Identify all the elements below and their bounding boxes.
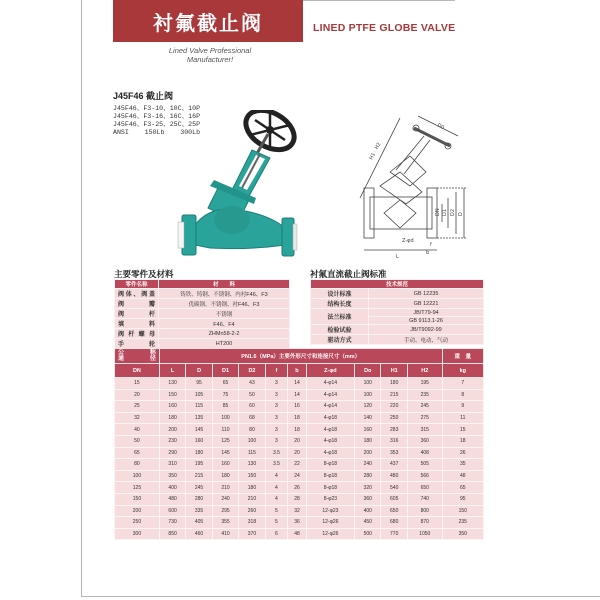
dimensions-title: PN1.6（MPa）主要外形尺寸和连接尺寸（mm）: [159, 349, 442, 364]
table-row: [115, 389, 484, 401]
table-cell: 95: [442, 493, 483, 505]
table-cell: 110: [212, 424, 238, 436]
table-cell: 150: [239, 470, 265, 482]
table-cell: 12-φ26: [306, 517, 354, 529]
standard-value: GB 9113.1-26: [369, 317, 484, 325]
parts-header-material: 材 料: [159, 280, 290, 289]
table-cell: 460: [186, 528, 212, 540]
table-cell: 180: [239, 482, 265, 494]
table-row: [115, 329, 290, 339]
table-cell: 240: [212, 493, 238, 505]
table-cell: 370: [239, 528, 265, 540]
table-cell: 400: [355, 505, 381, 517]
table-cell: 5: [265, 505, 288, 517]
part-material: 不锈钢: [159, 309, 290, 319]
model-line: J45F46、F3-16、16C、16P: [113, 113, 201, 120]
column-header: D2: [239, 364, 265, 378]
table-cell: 4: [265, 470, 288, 482]
table-cell: 145: [186, 424, 212, 436]
table-cell: 140: [355, 412, 381, 424]
table-cell: 160: [186, 435, 212, 447]
part-material: 铸铁、铸钢、不锈钢、内衬F46、F3: [159, 289, 290, 299]
table-cell: 100: [212, 412, 238, 424]
table-cell: 14: [288, 378, 307, 390]
handwheel-icon: [239, 110, 301, 158]
table-cell: 235: [442, 517, 483, 529]
table-cell: 4-φ14: [306, 378, 354, 390]
table-cell: 36: [288, 517, 307, 529]
table-cell: 160: [159, 401, 185, 413]
table-cell: 295: [212, 505, 238, 517]
svg-text:D2: D2: [450, 208, 456, 216]
standards-section-title: 衬氟直流截止阀标准: [310, 270, 387, 280]
model-line: J45F46、F3-10、10C、10P: [113, 105, 201, 112]
table-row: [115, 459, 484, 471]
table-cell: 450: [355, 517, 381, 529]
table-cell: 480: [159, 493, 185, 505]
svg-text:f: f: [430, 242, 432, 248]
table-cell: 180: [355, 435, 381, 447]
table-row: [311, 335, 484, 345]
table-cell: 210: [212, 482, 238, 494]
page-title-cn: 衬氟截止阀: [153, 10, 263, 35]
tagline: [150, 46, 270, 64]
table-cell: 9: [442, 401, 483, 413]
table-row: [115, 378, 484, 390]
table-cell: 26: [442, 447, 483, 459]
table-cell: 115: [186, 401, 212, 413]
column-header: H2: [407, 364, 442, 378]
part-name: 阀杆螺母: [115, 329, 159, 339]
standards-table: [310, 279, 484, 345]
table-cell: 65: [212, 378, 238, 390]
table-row: [115, 401, 484, 413]
table-cell: 32: [288, 505, 307, 517]
column-header: b: [288, 364, 307, 378]
table-cell: 18: [288, 424, 307, 436]
column-header: Z-φd: [306, 364, 354, 378]
table-cell: 150: [442, 505, 483, 517]
model-line: ANSI 150Lb 300Lb: [113, 129, 201, 136]
table-cell: 650: [381, 505, 407, 517]
table-cell: 500: [355, 528, 381, 540]
table-row: [115, 493, 484, 505]
table-cell: 870: [407, 517, 442, 529]
table-cell: 290: [159, 447, 185, 459]
corner-char: 通: [118, 356, 125, 362]
table-cell: 680: [381, 517, 407, 529]
table-cell: 3: [265, 378, 288, 390]
table-cell: 280: [355, 470, 381, 482]
table-cell: 75: [212, 389, 238, 401]
table-cell: 318: [239, 517, 265, 529]
table-cell: 355: [212, 517, 238, 529]
table-cell: 437: [381, 459, 407, 471]
table-row: [115, 299, 290, 309]
table-cell: 60: [239, 401, 265, 413]
table-cell: 240: [355, 459, 381, 471]
table-cell: 80: [239, 424, 265, 436]
table-cell: 100: [115, 470, 160, 482]
table-row: [115, 339, 290, 349]
table-cell: 8-φ23: [306, 493, 354, 505]
table-cell: 230: [159, 435, 185, 447]
table-cell: 11: [442, 412, 483, 424]
standard-name: 设计标准: [311, 289, 369, 299]
corner-char: 径: [149, 356, 156, 362]
dimensions-table: [114, 348, 484, 540]
table-cell: 15: [115, 378, 160, 390]
table-cell: 125: [212, 435, 238, 447]
table-cell: 80: [115, 459, 160, 471]
table-cell: 605: [381, 493, 407, 505]
table-row: [311, 325, 484, 335]
table-cell: 14: [288, 389, 307, 401]
table-cell: 25: [115, 401, 160, 413]
table-row: [311, 299, 484, 309]
table-cell: 68: [239, 412, 265, 424]
svg-text:D: D: [458, 212, 464, 216]
table-cell: 16: [288, 401, 307, 413]
standard-value: 手动、电动、气动: [369, 335, 484, 345]
table-cell: 850: [159, 528, 185, 540]
svg-text:Z-φd: Z-φd: [402, 238, 414, 244]
table-cell: 260: [239, 505, 265, 517]
table-cell: 180: [186, 447, 212, 459]
column-header: L: [159, 364, 185, 378]
part-name: 阀 杆: [115, 309, 159, 319]
table-cell: 215: [186, 470, 212, 482]
table-row: [311, 309, 484, 317]
table-cell: 316: [381, 435, 407, 447]
table-cell: 100: [355, 378, 381, 390]
table-cell: 350: [159, 470, 185, 482]
svg-text:L: L: [396, 254, 399, 260]
table-cell: 250: [115, 517, 160, 529]
table-cell: 600: [159, 505, 185, 517]
table-cell: 320: [355, 482, 381, 494]
part-material: 优碳钢、不锈钢、衬F46、F3: [159, 299, 290, 309]
table-cell: 215: [381, 389, 407, 401]
table-cell: 100: [239, 435, 265, 447]
table-cell: 220: [381, 401, 407, 413]
column-header: kg: [442, 364, 483, 378]
table-cell: 40: [115, 424, 160, 436]
table-row: [115, 470, 484, 482]
table-cell: 48: [288, 528, 307, 540]
table-cell: 12-φ26: [306, 528, 354, 540]
column-header: Do: [355, 364, 381, 378]
table-cell: 740: [407, 493, 442, 505]
table-cell: 4-φ14: [306, 401, 354, 413]
table-cell: 180: [381, 378, 407, 390]
tagline-line1: Lined Valve Professional: [168, 46, 252, 55]
table-cell: 770: [381, 528, 407, 540]
part-material: F46、F4: [159, 319, 290, 329]
table-cell: 135: [186, 412, 212, 424]
table-cell: 180: [212, 470, 238, 482]
table-cell: 145: [212, 447, 238, 459]
table-cell: 6: [265, 528, 288, 540]
table-cell: 5: [265, 517, 288, 529]
table-cell: 48: [442, 470, 483, 482]
table-cell: 50: [115, 435, 160, 447]
table-cell: 120: [355, 401, 381, 413]
table-cell: 200: [159, 424, 185, 436]
table-cell: 1050: [407, 528, 442, 540]
table-cell: 200: [355, 447, 381, 459]
table-cell: 195: [407, 378, 442, 390]
table-cell: 150: [159, 389, 185, 401]
table-row: [115, 505, 484, 517]
dn-corner-header: [115, 349, 160, 364]
svg-text:D1: D1: [442, 208, 448, 216]
table-cell: 26: [288, 482, 307, 494]
table-cell: 360: [355, 493, 381, 505]
table-cell: 730: [159, 517, 185, 529]
table-cell: 4-φ18: [306, 424, 354, 436]
svg-text:D0: D0: [436, 122, 446, 132]
svg-text:DN: DN: [435, 208, 441, 216]
table-cell: 20: [115, 389, 160, 401]
table-row: [115, 435, 484, 447]
table-cell: 245: [186, 482, 212, 494]
table-cell: 4: [265, 482, 288, 494]
table-row: [115, 309, 290, 319]
table-cell: 3.5: [265, 447, 288, 459]
table-cell: 18: [288, 412, 307, 424]
table-cell: 200: [115, 505, 160, 517]
table-cell: 400: [159, 482, 185, 494]
table-cell: 3: [265, 389, 288, 401]
table-cell: 20: [288, 435, 307, 447]
standard-value: JB/T79-94: [369, 309, 484, 317]
table-row: [115, 517, 484, 529]
table-row: [115, 447, 484, 459]
column-header: DN: [115, 364, 160, 378]
title-banner: [113, 0, 303, 42]
table-cell: 335: [186, 505, 212, 517]
standards-header: 技术规范: [311, 280, 484, 289]
corner-char: 公: [118, 350, 125, 356]
table-cell: 12-φ23: [306, 505, 354, 517]
table-cell: 235: [407, 389, 442, 401]
table-cell: 250: [381, 412, 407, 424]
standard-name: 法兰标准: [311, 309, 369, 325]
table-cell: 540: [381, 482, 407, 494]
table-cell: 408: [407, 447, 442, 459]
table-cell: 350: [442, 528, 483, 540]
table-cell: 115: [239, 447, 265, 459]
table-cell: 3: [265, 401, 288, 413]
table-cell: 160: [355, 424, 381, 436]
table-cell: 130: [239, 459, 265, 471]
table-cell: 125: [115, 482, 160, 494]
column-header: f: [265, 364, 288, 378]
table-cell: 8-φ18: [306, 482, 354, 494]
table-cell: 566: [407, 470, 442, 482]
table-cell: 150: [115, 493, 160, 505]
table-cell: 18: [442, 435, 483, 447]
table-cell: 32: [115, 412, 160, 424]
table-cell: 315: [407, 424, 442, 436]
corner-char: 称: [149, 350, 156, 356]
table-cell: 24: [288, 470, 307, 482]
parts-table: [114, 279, 290, 349]
table-row: [115, 289, 290, 299]
table-cell: 22: [288, 459, 307, 471]
column-header: H1: [381, 364, 407, 378]
table-cell: 3: [265, 424, 288, 436]
page-title-en: LINED PTFE GLOBE VALVE: [313, 22, 456, 34]
table-cell: 245: [407, 401, 442, 413]
table-row: [115, 482, 484, 494]
table-cell: 800: [407, 505, 442, 517]
table-cell: 50: [239, 389, 265, 401]
standard-value: JB/T9092-99: [369, 325, 484, 335]
table-row: [311, 289, 484, 299]
table-cell: 7: [442, 378, 483, 390]
model-line: J45F46、F3-25、25C、25P: [113, 121, 201, 128]
table-cell: 65: [115, 447, 160, 459]
table-cell: 180: [159, 412, 185, 424]
table-cell: 35: [442, 459, 483, 471]
table-cell: 130: [159, 378, 185, 390]
table-cell: 3: [265, 435, 288, 447]
weight-header: 重 量: [442, 349, 483, 364]
table-cell: 300: [115, 528, 160, 540]
table-cell: 195: [186, 459, 212, 471]
table-cell: 160: [212, 459, 238, 471]
table-cell: 105: [186, 389, 212, 401]
part-material: HT200: [159, 339, 290, 349]
tagline-line2: Manufacturer!: [186, 55, 234, 64]
standard-value: GB 12235: [369, 289, 484, 299]
table-cell: 310: [159, 459, 185, 471]
table-row: [115, 528, 484, 540]
table-cell: 43: [239, 378, 265, 390]
column-header: D: [186, 364, 212, 378]
table-cell: 210: [239, 493, 265, 505]
table-cell: 100: [355, 389, 381, 401]
table-cell: 360: [407, 435, 442, 447]
table-cell: 85: [212, 401, 238, 413]
table-cell: 8-φ18: [306, 470, 354, 482]
table-cell: 8: [442, 389, 483, 401]
part-name: 手 轮: [115, 339, 159, 349]
table-cell: 4: [265, 493, 288, 505]
table-cell: 4-φ18: [306, 435, 354, 447]
table-cell: 65: [442, 482, 483, 494]
table-cell: 8-φ18: [306, 459, 354, 471]
table-cell: 20: [288, 447, 307, 459]
table-cell: 4-φ18: [306, 412, 354, 424]
standard-name: 结构长度: [311, 299, 369, 309]
standard-name: 驱动方式: [311, 335, 369, 345]
standard-name: 检验试验: [311, 325, 369, 335]
table-cell: 283: [381, 424, 407, 436]
parts-section-title: 主要零件及材料: [114, 270, 174, 280]
table-row: [115, 424, 484, 436]
table-cell: 3.5: [265, 459, 288, 471]
table-cell: 650: [407, 482, 442, 494]
table-cell: 505: [407, 459, 442, 471]
table-cell: 480: [381, 470, 407, 482]
standard-value: GB 12221: [369, 299, 484, 309]
part-name: 阀 瓣: [115, 299, 159, 309]
part-name: 阀体、阀盖: [115, 289, 159, 299]
table-cell: 4-φ14: [306, 389, 354, 401]
table-cell: 275: [407, 412, 442, 424]
parts-header-name: 零件名称: [115, 280, 159, 289]
table-cell: 95: [186, 378, 212, 390]
model-title: J45F46 截止阀: [113, 91, 174, 101]
svg-text:H1 · H2: H1 · H2: [368, 141, 383, 161]
part-name: 填 料: [115, 319, 159, 329]
svg-text:b: b: [426, 250, 430, 256]
table-cell: 28: [288, 493, 307, 505]
table-cell: 280: [186, 493, 212, 505]
table-cell: 353: [381, 447, 407, 459]
table-cell: 15: [442, 424, 483, 436]
table-row: [115, 412, 484, 424]
valve-technical-drawing: [340, 100, 500, 260]
table-cell: 410: [212, 528, 238, 540]
table-cell: 3: [265, 412, 288, 424]
part-material: ZHMn58-2-2: [159, 329, 290, 339]
table-cell: 405: [186, 517, 212, 529]
table-row: [115, 319, 290, 329]
column-header: D1: [212, 364, 238, 378]
table-cell: 4-φ18: [306, 447, 354, 459]
valve-photo: [170, 110, 320, 260]
